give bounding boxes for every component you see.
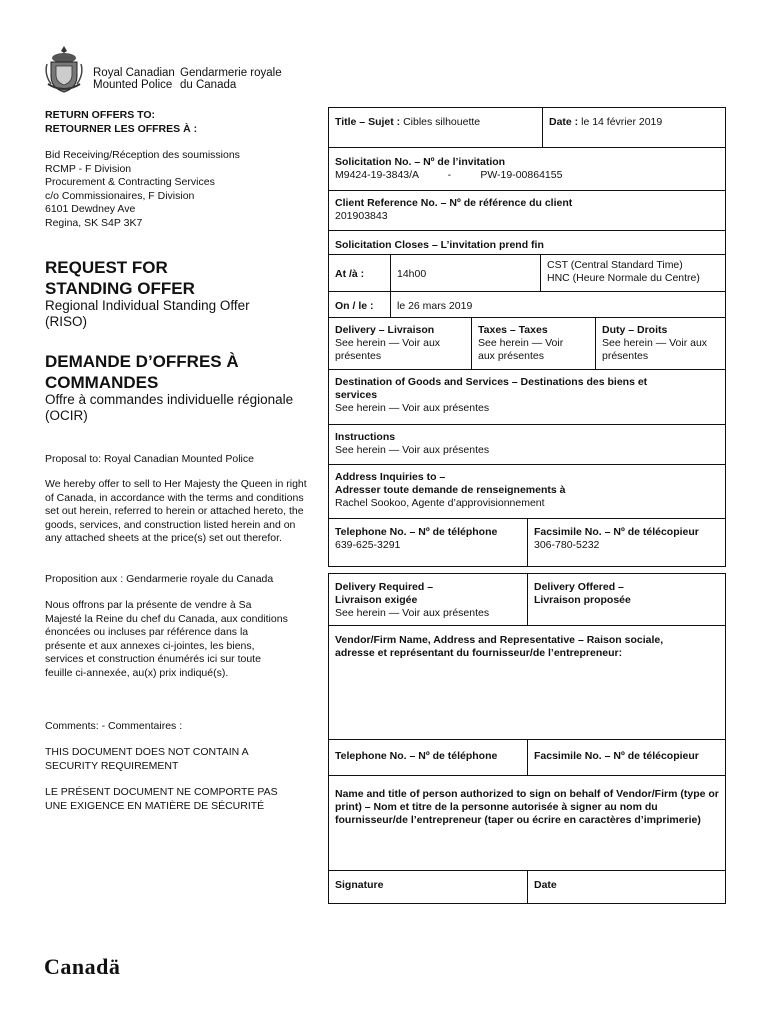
inquiries-label: Address Inquiries to – Adresser toute demande de renseignements à — [335, 471, 566, 496]
delivery-required-value: See herein — Voir aux présentes — [335, 607, 490, 619]
delivery-offered-label: Delivery Offered – Livraison proposée — [534, 581, 631, 606]
delivery-value: See herein — Voir aux présentes — [335, 337, 441, 362]
taxes-value: See herein — Voir aux présentes — [478, 337, 564, 362]
rfso-subtitle: Regional Individual Standing Offer (RISO) — [45, 298, 250, 329]
duty-field — [596, 321, 725, 366]
instructions-field — [329, 428, 725, 460]
at-value: 14h00 — [397, 268, 427, 280]
delivery-field — [329, 321, 471, 366]
instructions-label: Instructions — [335, 431, 396, 443]
rcmp-crest-icon — [44, 44, 84, 94]
solicitation-value: M9424-19-3843/A - PW-19-00864155 — [335, 169, 563, 181]
proposal-en: Proposal to: Royal Canadian Mounted Police — [45, 453, 254, 465]
date-label: Date : — [549, 116, 579, 128]
authorized-signer-label[interactable]: Name and title of person authorized to sign on behalf of Vendor/Firm (type or print) – Nom et titre de la personne autorisée à signer au nom du fournisseur/de l’entrepreneur (taper ou écrire en caractères d’imprimerie) — [335, 788, 719, 826]
delivery-required-label: Delivery Required – Livraison exigée — [335, 581, 434, 606]
destination-label: Destination of Goods and Services – Destinations des biens et services — [335, 376, 648, 401]
client-ref-field — [329, 194, 725, 226]
canada-wordmark: Canadä — [44, 954, 121, 979]
org-name-en: Royal Canadian Mounted Police — [93, 67, 175, 91]
rfso-title: REQUEST FOR STANDING OFFER — [45, 258, 195, 298]
return-address: Bid Receiving/Réception des soumissions RCMP - F Division Procurement & Contracting Services c/o Commissionaires, F Division 6101 Dewdney Ave Regina, SK S4P 3K7 — [45, 149, 240, 229]
date-field — [543, 113, 725, 132]
inquiries-field — [329, 468, 725, 513]
date-value: le 14 février 2019 — [578, 116, 663, 128]
title-field — [329, 113, 541, 132]
title-value: Cibles silhouette — [400, 116, 481, 128]
instructions-value: See herein — Voir aux présentes — [335, 444, 490, 456]
org-name-fr: Gendarmerie royale du Canada — [180, 67, 282, 91]
timezone-value: CST (Central Standard Time) HNC (Heure Normale du Centre) — [547, 259, 700, 284]
title-label: Title – Sujet : — [335, 116, 401, 128]
on-label: On / le : — [335, 300, 374, 312]
taxes-field — [472, 321, 595, 366]
solicitation-field — [329, 153, 725, 185]
fax-label: Facsimile No. – Nº de télécopieur — [534, 526, 699, 538]
dao-title: DEMANDE D’OFFRES À COMMANDES — [45, 352, 239, 392]
closes-label: Solicitation Closes – L’invitation prend fin — [335, 239, 544, 251]
client-ref-label: Client Reference No. – Nº de référence du client — [335, 197, 573, 209]
on-value: le 26 mars 2019 — [397, 300, 473, 312]
solicitation-label: Solicitation No. – Nº de l’invitation — [335, 156, 506, 168]
inquiries-value: Rachel Sookoo, Agente d’approvisionnement — [335, 497, 545, 509]
taxes-label: Taxes – Taxes — [478, 324, 548, 336]
delivery-label: Delivery – Livraison — [335, 324, 435, 336]
comments-label: Comments: - Commentaires : — [45, 720, 183, 732]
security-note-en: THIS DOCUMENT DOES NOT CONTAIN A SECURITY REQUIREMENT — [45, 746, 249, 772]
signature-date-label[interactable]: Date — [534, 879, 557, 891]
proposal-fr: Proposition aux : Gendarmerie royale du Canada — [45, 573, 274, 585]
dao-subtitle: Offre à commandes individuelle régionale (OCIR) — [45, 392, 294, 423]
vendor-telephone-label[interactable]: Telephone No. – Nº de téléphone — [335, 750, 498, 762]
return-offers-title: RETURN OFFERS TO: RETOURNER LES OFFRES À : — [45, 109, 198, 135]
destination-field — [329, 373, 725, 418]
delivery-required-field — [329, 578, 527, 623]
security-note-fr: LE PRÉSENT DOCUMENT NE COMPORTE PAS UNE EXIGENCE EN MATIÈRE DE SÉCURITÉ — [45, 786, 278, 812]
at-label: At /à : — [335, 268, 365, 280]
fax-field — [528, 523, 725, 555]
telephone-field — [329, 523, 527, 555]
vendor-fax-label[interactable]: Facsimile No. – Nº de télécopieur — [534, 750, 699, 762]
client-ref-value: 201903843 — [335, 210, 388, 222]
offer-fr: Nous offrons par la présente de vendre à Sa Majesté la Reine du chef du Canada, aux conditions énoncées ou incluses par référence dans la présente et aux annexes ci-jointes, les biens, services et construction énumérés ici sur toute feuille ci-annexée, au(x) prix indiqué(s). — [45, 599, 288, 679]
telephone-label: Telephone No. – Nº de téléphone — [335, 526, 498, 538]
vendor-label[interactable]: Vendor/Firm Name, Address and Representative – Raison sociale, adresse et représentant du fournisseur/de l’entrepreneur: — [335, 634, 664, 659]
destination-value: See herein — Voir aux présentes — [335, 402, 490, 414]
telephone-value: 639-625-3291 — [335, 539, 401, 551]
duty-value: See herein — Voir aux présentes — [602, 337, 708, 362]
signature-label[interactable]: Signature — [335, 879, 384, 891]
offer-en: We hereby offer to sell to Her Majesty the Queen in right of Canada, in accordance with the terms and conditions set out herein, referred to herein or attached hereto, the goods, services, and construction listed herein and on any attached sheets at the price(s) set out therefor. — [45, 478, 307, 544]
duty-label: Duty – Droits — [602, 324, 668, 336]
fax-value: 306-780-5232 — [534, 539, 600, 551]
